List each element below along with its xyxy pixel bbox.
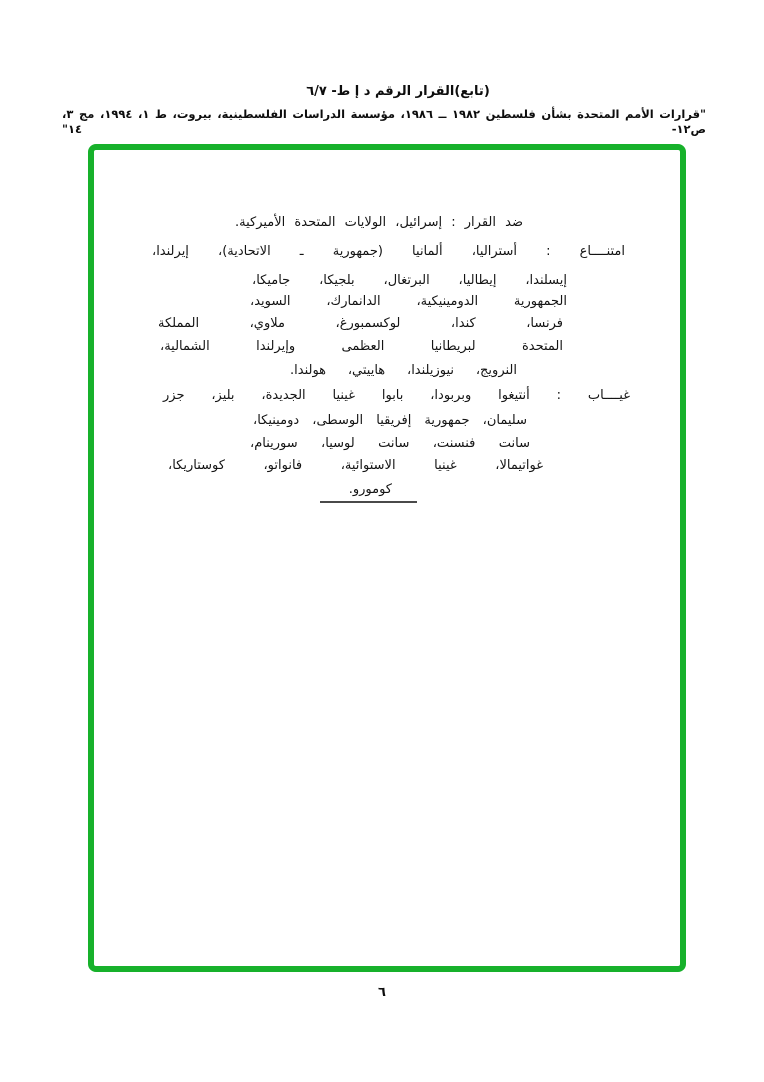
highlight-border-box	[88, 144, 686, 972]
vote-line: ضد القرار : إسرائيل، الولايات المتحدة الأميركية.	[235, 215, 523, 230]
vote-line: امتنــــاع : أستراليا، ألمانيا (جمهورية ـ الاتحادية)، إيرلندا،	[152, 244, 625, 259]
vote-line: المتحدة لبريطانيا العظمى وإيرلندا الشمالية،	[160, 339, 563, 354]
vote-line: النرويج، نيوزيلندا، هاييتي، هولندا.	[290, 363, 517, 378]
vote-line: سانت فنسنت، سانت لوسيا، سورينام،	[250, 436, 530, 451]
vote-line: الجمهورية الدومينيكية، الدانمارك، السويد،	[250, 294, 567, 309]
vote-line: غيــــاب : أنتيغوا وبربودا، بابوا غينيا الجديدة، بليز، جزر	[163, 388, 630, 403]
source-citation-line: "قرارات الأمم المتحدة بشأن فلسطين ١٩٨٢ ــ ١٩٨٦، مؤسسة الدراسات الفلسطينية، بيروت، ط ١، ١٩٩٤، مج ٣، ص١٢- ١٤"	[62, 107, 707, 136]
vote-line: سليمان، جمهورية إفريقيا الوسطى، دومينيكا،	[253, 413, 527, 428]
section-divider-rule	[320, 501, 417, 503]
vote-line: كومورو.	[348, 482, 392, 497]
page-number: ٦	[378, 985, 386, 1000]
resolution-header-title: (تابع)القرار الرقم د إ ط- ٦/٧	[306, 84, 490, 99]
vote-line: غواتيمالا، غينيا الاستوائية، فانواتو، كوستاريكا،	[168, 458, 543, 473]
vote-line: إيسلندا، إيطاليا، البرتغال، بلجيكا، جاميكا،	[252, 273, 567, 288]
vote-line: فرنسا، كندا، لوكسمبورغ، ملاوي، المملكة	[158, 316, 563, 331]
